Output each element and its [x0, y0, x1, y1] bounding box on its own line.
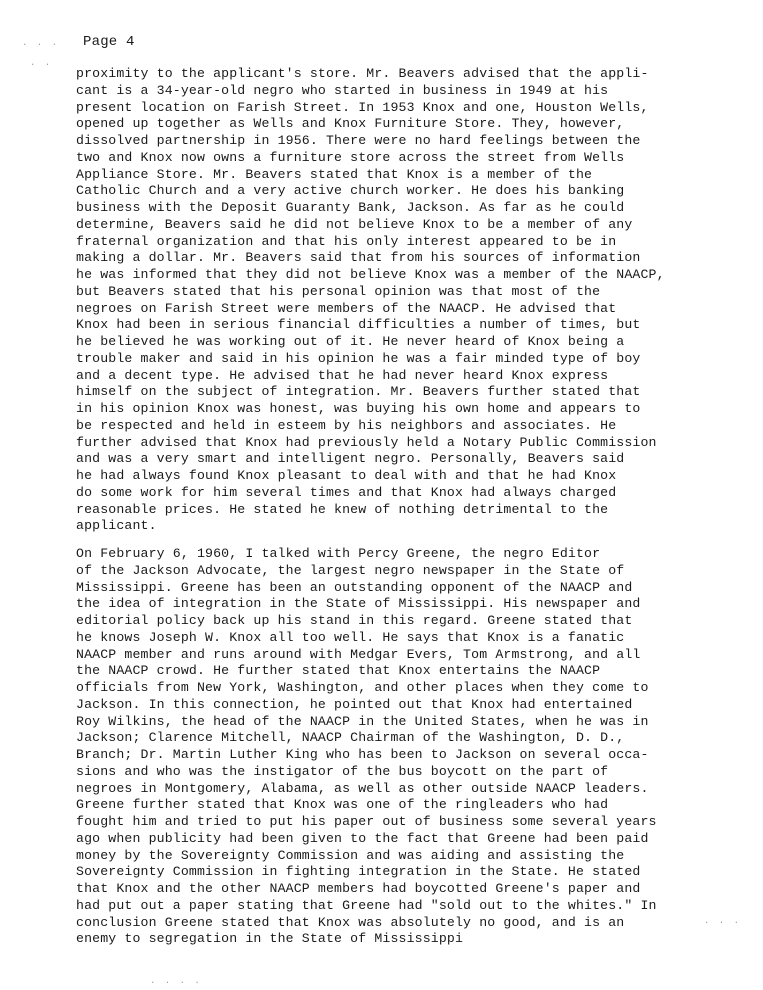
text-line: fraternal organization and that his only interest appeared to be in — [76, 233, 617, 249]
text-line: dissolved partnership in 1956. There were no hard feelings between the — [76, 133, 641, 148]
paragraph-greene-interview — [76, 546, 726, 948]
page-number: Page 4 — [83, 34, 135, 50]
text-line: that Knox and the other NAACP members had boycotted Greene's paper and — [76, 881, 641, 896]
text-line: in his opinion Knox was honest, was buying his own home and appears to — [76, 401, 641, 416]
text-line: proximity to the applicant's store. Mr. Beavers advised that the appli- — [76, 66, 649, 81]
text-line: making a dollar. Mr. Beavers said that from his sources of information — [76, 250, 641, 266]
text-line: Greene further stated that Knox was one of the ringleaders who had — [76, 797, 609, 813]
margin-speck: · · · — [704, 918, 742, 928]
text-line: had put out a paper stating that Greene had "sold out to the whites." In — [76, 897, 657, 913]
text-line: cant is a 34-year-old negro who started in business in 1949 at his — [76, 82, 609, 98]
text-line: he had always found Knox pleasant to deal with and that he had Knox — [76, 468, 617, 483]
margin-speck: · · — [30, 60, 53, 70]
text-line: two and Knox now owns a furniture store across the street from Wells — [76, 149, 625, 165]
text-line: trouble maker and said in his opinion he was a fair minded type of boy — [76, 350, 641, 366]
text-line: business with the Deposit Guaranty Bank, Jackson. As far as he could — [76, 200, 625, 215]
text-line: the idea of integration in the State of Mississippi. His newspaper and — [76, 596, 641, 612]
text-line: further advised that Knox had previously held a Notary Public Commission — [76, 434, 657, 450]
text-line: Sovereignty Commission in fighting integration in the State. He stated — [76, 864, 641, 880]
text-line: money by the Sovereignty Commission and was aiding and assisting the — [76, 847, 625, 863]
text-line: fought him and tried to put his paper out of business some several years — [76, 814, 657, 829]
text-line: and was a very smart and intelligent negro. Personally, Beavers said — [76, 451, 625, 467]
text-line: conclusion Greene stated that Knox was absolutely no good, and is an — [76, 914, 625, 930]
text-line: Jackson. In this connection, he pointed out that Knox had entertained — [76, 696, 633, 712]
text-line: opened up together as Wells and Knox Furniture Store. They, however, — [76, 116, 625, 132]
text-line: editorial policy back up his stand in this regard. Greene stated that — [76, 613, 633, 628]
text-line: present location on Farish Street. In 1953 Knox and one, Houston Wells, — [76, 99, 649, 115]
text-line: Roy Wilkins, the head of the NAACP in the United States, when he was in — [76, 713, 649, 729]
paragraph-beavers-interview — [76, 66, 726, 535]
text-line: but Beavers stated that his personal opinion was that most of the — [76, 283, 601, 299]
text-line: Knox had been in serious financial difficulties a number of times, but — [76, 317, 641, 333]
text-line: he was informed that they did not believe Knox was a member of the NAACP, — [76, 267, 665, 282]
margin-speck: · · · — [22, 40, 60, 50]
text-line: ago when publicity had been given to the fact that Greene had been paid — [76, 830, 649, 846]
text-line: NAACP member and runs around with Medgar Evers, Tom Armstrong, and all — [76, 646, 641, 662]
text-line: of the Jackson Advocate, the largest negro newspaper in the State of — [76, 562, 625, 578]
text-line: Mississippi. Greene has been an outstanding opponent of the NAACP and — [76, 579, 633, 595]
text-line: negroes on Farish Street were members of the NAACP. He advised that — [76, 300, 617, 316]
text-line: Appliance Store. Mr. Beavers stated that Knox is a member of the — [76, 166, 593, 182]
text-line: sions and who was the instigator of the bus boycott on the part of — [76, 763, 609, 779]
text-line: be respected and held in esteem by his neighbors and associates. He — [76, 417, 617, 433]
text-line: determine, Beavers said he did not believe Knox to be a member of any — [76, 216, 633, 232]
text-line: reasonable prices. He stated he knew of nothing detrimental to the — [76, 501, 609, 517]
text-line: himself on the subject of integration. Mr. Beavers further stated that — [76, 384, 641, 400]
text-line: enemy to segregation in the State of Mississippi — [76, 931, 464, 947]
text-line: On February 6, 1960, I talked with Percy Greene, the negro Editor — [76, 546, 601, 561]
text-line: negroes in Montgomery, Alabama, as well as other outside NAACP leaders. — [76, 780, 649, 796]
text-line: officials from New York, Washington, and other places when they come to — [76, 680, 649, 695]
text-line: the NAACP crowd. He further stated that Knox entertains the NAACP — [76, 663, 601, 679]
text-line: Jackson; Clarence Mitchell, NAACP Chairman of the Washington, D. D., — [76, 730, 625, 746]
text-line: do some work for him several times and that Knox had always charged — [76, 484, 617, 500]
text-line: he believed he was working out of it. He never heard of Knox being a — [76, 334, 625, 349]
margin-speck: · · · · — [150, 978, 202, 988]
text-line: and a decent type. He advised that he had never heard Knox express — [76, 367, 609, 383]
text-line: he knows Joseph W. Knox all too well. He says that Knox is a fanatic — [76, 629, 625, 645]
text-line: Branch; Dr. Martin Luther King who has been to Jackson on several occa- — [76, 747, 649, 762]
text-line: Catholic Church and a very active church worker. He does his banking — [76, 183, 625, 199]
text-line: applicant. — [76, 518, 157, 534]
